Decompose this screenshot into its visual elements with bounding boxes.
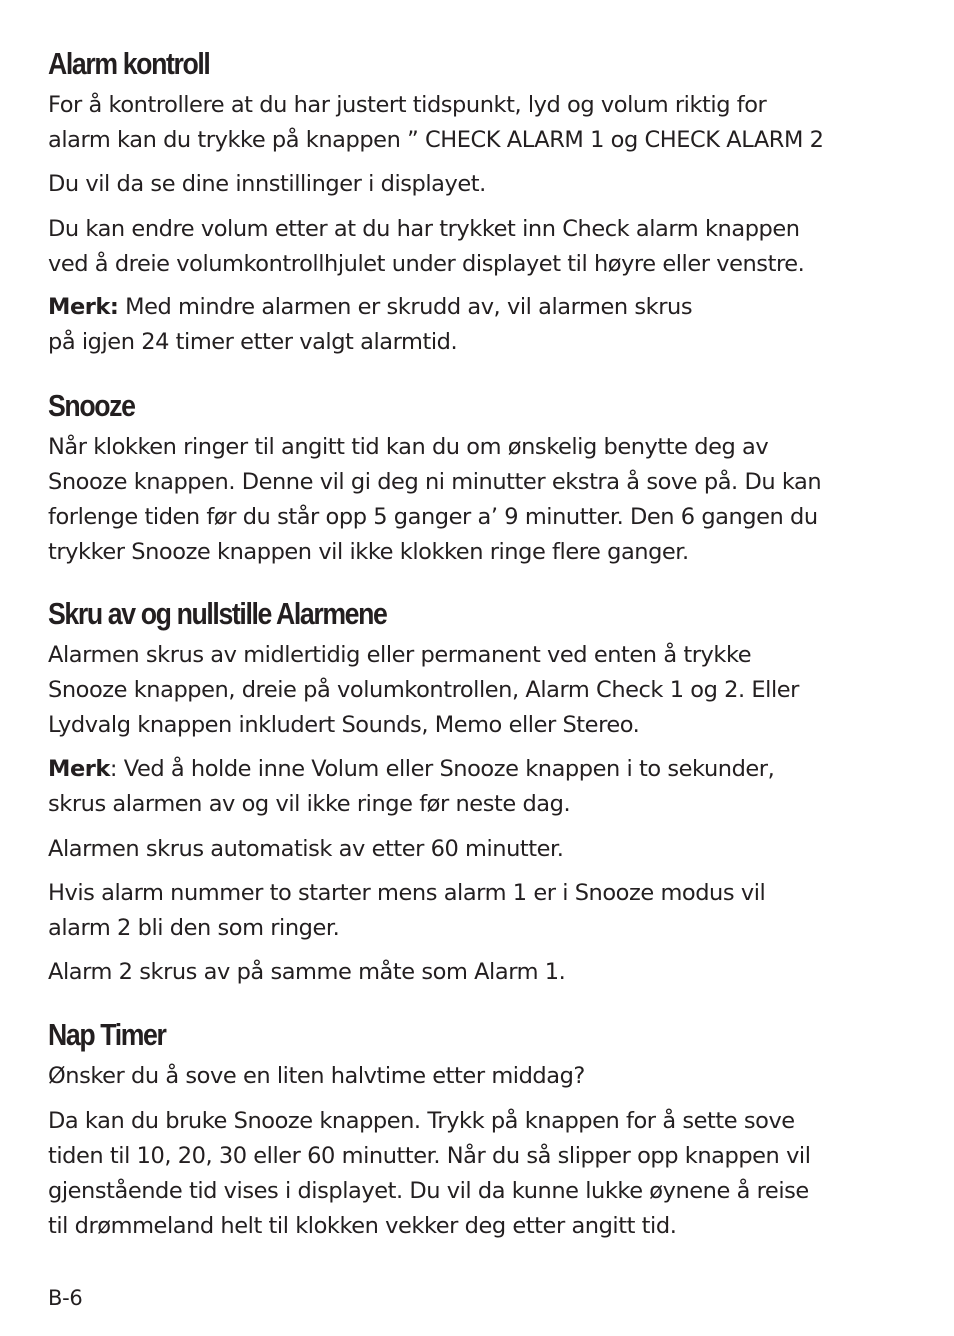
text-line: Du vil da se dine innstillinger i displayet. — [48, 171, 486, 197]
note-paragraph — [48, 752, 774, 822]
text-line: Lydvalg knappen inkludert Sounds, Memo eller Stereo. — [48, 712, 640, 738]
text-line: Alarmen skrus automatisk av etter 60 minutter. — [48, 836, 564, 862]
text-line: ved å dreie volumkontrollhjulet under displayet til høyre eller venstre. — [48, 251, 805, 277]
section-heading-nap-timer: Nap Timer — [48, 1017, 166, 1052]
note-text: : Ved å holde inne Volum eller Snooze knappen i to sekunder, — [109, 756, 775, 782]
paragraph — [48, 212, 804, 282]
paragraph — [48, 832, 564, 867]
text-line: på igjen 24 timer etter valgt alarmtid. — [48, 329, 458, 355]
text-line: gjenstående tid vises i displayet. Du vil da kunne lukke øynene å reise — [48, 1178, 809, 1204]
text-line: Når klokken ringer til angitt tid kan du om ønskelig benytte deg av — [48, 434, 769, 460]
paragraph — [48, 876, 765, 946]
page-number: B-6 — [48, 1286, 83, 1310]
note-text: Med mindre alarmen er skrudd av, vil alarmen skrus — [118, 294, 693, 320]
text-line: Du kan endre volum etter at du har trykket inn Check alarm knappen — [48, 216, 800, 242]
text-line: tiden til 10, 20, 30 eller 60 minutter. Når du så slipper opp knappen vil — [48, 1143, 811, 1169]
text-line: forlenge tiden før du står opp 5 ganger a’ 9 minutter. Den 6 gangen du — [48, 504, 818, 530]
text-line: Snooze knappen, dreie på volumkontrollen, Alarm Check 1 og 2. Eller — [48, 677, 799, 703]
paragraph — [48, 430, 821, 570]
text-line: alarm kan du trykke på knappen ” CHECK ALARM 1 og CHECK ALARM 2 — [48, 127, 824, 153]
section-heading-skru-av: Skru av og nullstille Alarmene — [48, 596, 387, 631]
section-heading-snooze: Snooze — [48, 388, 135, 423]
text-line: For å kontrollere at du har justert tidspunkt, lyd og volum riktig for — [48, 92, 767, 118]
paragraph — [48, 1059, 585, 1094]
text-line: Da kan du bruke Snooze knappen. Trykk på knappen for å sette sove — [48, 1108, 795, 1134]
paragraph — [48, 638, 799, 743]
note-label: Merk — [48, 756, 110, 782]
paragraph — [48, 167, 486, 202]
note-paragraph — [48, 290, 692, 360]
text-line: Ønsker du å sove en liten halvtime etter middag? — [48, 1063, 585, 1089]
text-line: Snooze knappen. Denne vil gi deg ni minutter ekstra å sove på. Du kan — [48, 469, 822, 495]
text-line — [48, 290, 692, 325]
text-line: trykker Snooze knappen vil ikke klokken ringe flere ganger. — [48, 539, 689, 565]
paragraph — [48, 1104, 811, 1244]
section-heading-alarm-kontroll: Alarm kontroll — [48, 46, 210, 81]
text-line — [48, 752, 774, 787]
note-label: Merk: — [48, 294, 119, 320]
text-line: skrus alarmen av og vil ikke ringe før neste dag. — [48, 791, 571, 817]
text-line: Hvis alarm nummer to starter mens alarm 1 er i Snooze modus vil — [48, 880, 766, 906]
paragraph — [48, 955, 565, 990]
text-line: alarm 2 bli den som ringer. — [48, 915, 340, 941]
text-line: til drømmeland helt til klokken vekker deg etter angitt tid. — [48, 1213, 677, 1239]
paragraph — [48, 88, 823, 158]
text-line: Alarm 2 skrus av på samme måte som Alarm 1. — [48, 959, 566, 985]
text-line: Alarmen skrus av midlertidig eller permanent ved enten å trykke — [48, 642, 752, 668]
